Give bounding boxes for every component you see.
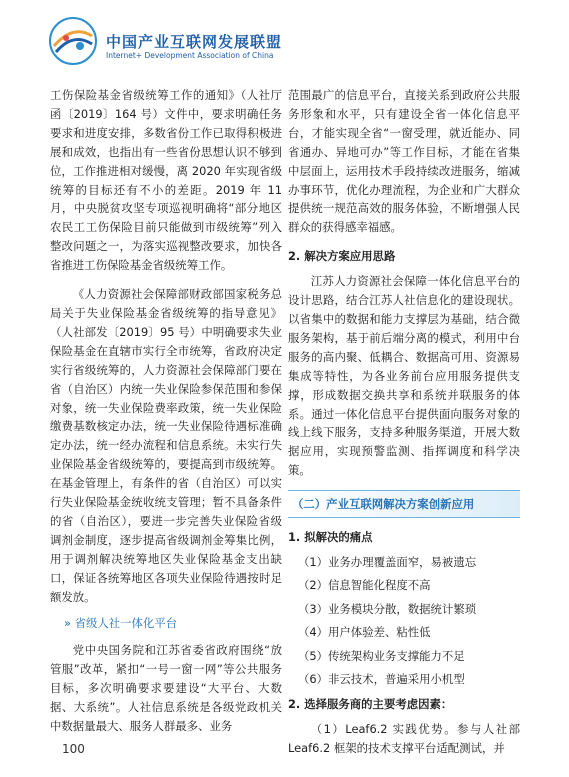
alliance-logo (48, 16, 98, 66)
org-name-cn: 中国产业互联网发展联盟 (106, 33, 283, 51)
sub-heading: » 省级人社一体化平台 (64, 616, 178, 631)
list-item: （5）传统架构业务支撑能力不足 (298, 648, 465, 663)
list-item: （6）非云技术，普遍采用小机型 (298, 672, 465, 687)
list-item: （3）业务模块分散，数据统计繁琐 (298, 601, 477, 616)
heading-vendor-factors: 2. 选择服务商的主要考虑因素： (288, 696, 453, 711)
page-number: 100 (62, 742, 85, 756)
list-item: （2）信息智能化程度不高 (298, 578, 431, 593)
paragraph: 《人力资源社会保障部财政部国家税务总局关于失业保险基金省级统筹的指导意见》（人社部发〔2019〕95 号）中明确要求失业保险基金在直辖市实行全市统筹，省政府决定实行省级统筹的，人力资源社会保障部门要在省（自治区）内统一失业保险参保范围和参保对象，统一失业保险费率政策，统一失业保险缴费基数核定办法，统一失业保险待遇标准确定办法，统一经办流程和信息系统。未实行失业保险基金省级统筹的，要提高到市级统筹。在基金管理上，有条件的省（自治区）可以实行失业保险基金统收统支管理；暂不具备条件的省（自治区），要进一步完善失业保险省级调剂金制度，逐步提高省级调剂金筹集比例，用于调剂解决统筹地区失业保险基金支出缺口，保证各统筹地区各项失业保险待遇按时足额发放。 (50, 287, 282, 604)
section-title-bar (288, 490, 520, 518)
section-title: （二）产业互联网解决方案创新应用 (292, 497, 475, 512)
paragraph: 江苏人力资源社会保障一体化信息平台的设计思路，结合江苏人社信息化的建设现状。以省集中的数据和能力支撑层为基础，结合微服务架构，基于前后端分离的模式，利用中台服务的高内聚、低耦合、数据高可用、资源易集成等特性，为各业务前台应用服务提供支撑，形成数据交换共享和系统并联服务的体系。通过一体化信息平台提供面向服务对象的线上线下服务，支持多种服务渠道，开展大数据应用，实现预警监测、指挥调度和科学决策。 (288, 274, 520, 478)
right-column (288, 86, 520, 758)
paragraph: 范围最广的信息平台，直接关系到政府公共服务形象和水平，只有建设全省一体化信息平台，才能实现全省“一窗受理，就近能办、同省通办、异地可办”等工作目标，才能在省集中层面上，运用技术手段持续改进服务，缩减办事环节，优化办理流程，为企业和广大群众提供统一规范高效的服务体验，不断增强人民群众的获得感幸福感。 (288, 88, 520, 235)
heading-solution-approach: 2. 解决方案应用思路 (288, 249, 396, 264)
pain-point-list (288, 553, 520, 689)
page-header (0, 0, 569, 80)
list-item: （1）业务办理覆盖面窄，易被遗忘 (298, 555, 477, 570)
list-item: （4）用户体验差、粘性低 (298, 625, 431, 640)
org-name-en: Internet+ Development Association of China (106, 51, 274, 60)
paragraph: （1）Leaf6.2 实践优势。参与人社部 Leaf6.2 框架的技术支撑平台适配测试，并 (288, 721, 520, 755)
paragraph: 党中央国务院和江苏省委省政府围绕“放管服”改革，紧扣“一号一窗一网”等公共服务目标，多次明确要求要建设“大平台、大数据、大系统”。人社信息系统是各级党政机关中数据量最大、服务人群最多、业务 (50, 643, 282, 733)
paragraph: 工伤保险基金省级统筹工作的通知》（人社厅函〔2019〕164 号）文件中，要求明确任务要求和进度安排，多数省份工作已取得积极进展和成效，也指出有一些省份思想认识不够到位，工作推进相对缓慢，离 2020 年实现省级统筹的目标还有不小的差距。2019 年 11 月，中央脱贫攻坚专项巡视明确将“部分地区农民工工伤保险目前只能做到市级统筹”列入整改问题之一，为落实巡视整改要求，加快各省推进工伤保险基金省级统筹工作。 (50, 88, 282, 273)
heading-pain-points: 1. 拟解决的痛点 (288, 530, 373, 545)
left-column (50, 86, 282, 736)
